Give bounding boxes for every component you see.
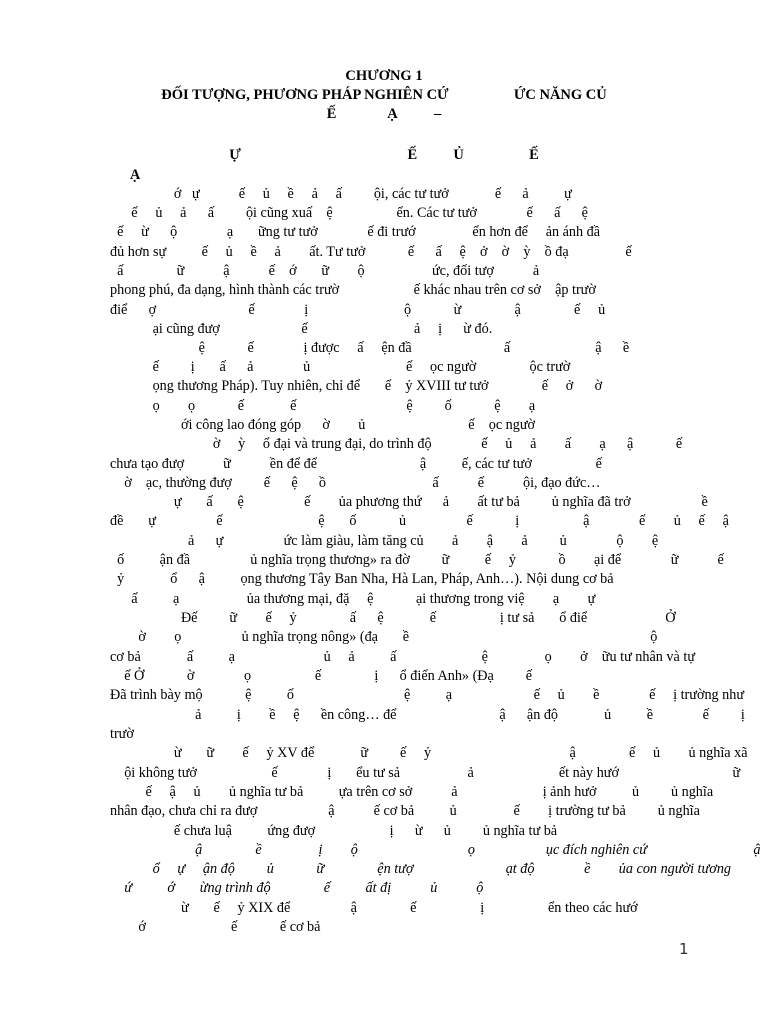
section-title: Ự Ế Ủ Ế bbox=[229, 147, 539, 163]
body-line-4: đủ hơn sự ế ủ ề ả ất. Tư tưở ế ấ ệ ở ờ ỳ ồ đạ ế bbox=[110, 244, 632, 260]
body-line-37: ứ ớ ừng trình độ ế ất đị ủ ộ bbox=[110, 880, 484, 896]
body-line-36: ổ ự ận độ ủ ữ ện tượ ạt độ ề ủa con người tương bbox=[110, 861, 732, 877]
chapter-title-line-2: Ế Ạ – bbox=[326, 106, 442, 122]
body-line-13: ới công lao đóng góp ờ ủ ế ọc ngườ bbox=[110, 417, 536, 433]
body-line-5: ấ ữ ậ ế ớ ữ ộ ức, đối tượ ả bbox=[110, 263, 540, 279]
chapter-title-line-1: ĐỐI TƯỢNG, PHƯƠNG PHÁP NGHIÊN CỨ ỨC NĂNG CỦ bbox=[161, 87, 607, 103]
body-line-23: Đế ữ ế ỷ ấ ệ ế ị tư sả ổ điể Ở bbox=[110, 610, 676, 626]
body-line-21: ỷ ổ ậ ọng thương Tây Ban Nha, Hà Lan, Pháp, Anh…). Nội dung cơ bả bbox=[110, 571, 614, 587]
chapter-number: CHƯƠNG 1 bbox=[345, 68, 423, 84]
body-line-26: ế Ở ờ ọ ế ị ổ điển Anh» (Đạ ế bbox=[110, 668, 533, 684]
body-line-11: ọng thương Pháp). Tuy nhiên, chỉ để ế ỷ XVIII tư tưở ế ở ờ bbox=[110, 378, 603, 394]
body-line-17: ự ấ ệ ế ủa phương thứ ả ất tư bả ủ nghĩa đã trở ề bbox=[110, 494, 708, 510]
body-line-31: ội không tưở ế ị ểu tư sả ả ết này hướ ữ bbox=[110, 765, 741, 781]
body-line-3: ế ừ ộ ạ ững tư tưở ế đi trướ ển hơn để ản ánh đầ bbox=[110, 224, 601, 240]
body-line-35: ậ ề ị ộ ọ ục đích nghiên cứ ậ bbox=[110, 842, 761, 858]
body-line-1: ớ ự ế ủ ề ả ấ ội, các tư tưở ế ả ự bbox=[110, 186, 572, 202]
body-line-33: nhân đạo, chưa chỉ ra đượ ậ ế cơ bả ủ ế ị trường tư bả ủ nghĩa bbox=[110, 803, 700, 819]
body-line-38: ừ ế ỷ XIX để ậ ế ị ển theo các hướ bbox=[110, 900, 638, 916]
body-line-30: ừ ữ ế ỷ XV để ữ ế ỷ ậ ế ủ ủ nghĩa xã bbox=[110, 745, 748, 761]
body-line-27: Đã trình bày mộ ệ ố ệ ạ ế ủ ề ế ị trường như bbox=[110, 687, 745, 703]
body-line-25: cơ bả ấ ạ ủ ả ấ ệ ọ ở ữu tư nhân và tự bbox=[110, 649, 696, 665]
body-line-14: ờ ỳ ổ đại và trung đại, do trình độ ế ủ ả ấ ạ ậ ế bbox=[110, 436, 683, 452]
body-line-7: điể ợ ế ị ộ ừ ậ ế ủ bbox=[110, 302, 606, 318]
section-title-cont: Ạ bbox=[130, 167, 141, 183]
body-line-19: ả ự ức làm giàu, làm tăng củ ả ậ ả ủ ộ ệ bbox=[110, 533, 659, 549]
body-line-20: ố ận đầ ủ nghĩa trọng thương» ra đờ ữ ế ỷ ồ ại để ữ ế bbox=[110, 552, 724, 568]
page-number: 1 bbox=[679, 940, 689, 958]
body-line-39: ớ ế ế cơ bả bbox=[110, 919, 321, 935]
body-line-24: ờ ọ ủ nghĩa trọng nông» (đạ ề ộ bbox=[110, 629, 658, 645]
body-line-18: đề ự ế ệ ố ủ ế ị ậ ế ủ ế ậ bbox=[110, 513, 729, 529]
body-line-6: phong phú, đa dạng, hình thành các trườ ế khác nhau trên cơ sở ập trườ bbox=[110, 282, 596, 298]
body-line-16: ờ ạc, thường đượ ế ệ ồ ấ ế ội, đạo đức… bbox=[110, 475, 601, 491]
body-line-32: ế ậ ủ ủ nghĩa tư bả ựa trên cơ sở ả ị ảnh hưở ủ ủ nghĩa bbox=[110, 784, 714, 800]
body-line-28: ả ị ề ệ ền công… để ậ ận độ ủ ề ế ị bbox=[110, 707, 745, 723]
body-line-10: ế ị ấ ả ủ ế ọc ngườ ộc trườ bbox=[110, 359, 571, 375]
body-line-12: ọ ọ ế ế ệ ố ệ ạ bbox=[110, 398, 536, 414]
body-line-22: ấ ạ ủa thương mại, đặ ệ ại thương trong việ ạ ự bbox=[110, 591, 596, 607]
body-line-34: ế chưa luậ ứng đượ ị ừ ủ ủ nghĩa tư bả bbox=[110, 823, 558, 839]
body-line-9: ệ ế ị được ấ ện đầ ấ ậ ề bbox=[110, 340, 630, 356]
body-line-8: ại cũng đượ ế ả ị ừ đó. bbox=[110, 321, 493, 337]
body-line-2: ế ủ ả ấ ội cũng xuấ ệ ển. Các tư tưở ế ấ ệ bbox=[110, 205, 588, 221]
body-line-29: trườ bbox=[110, 726, 134, 742]
body-line-15: chưa tạo đượ ữ ền để để ậ ế, các tư tưở ế bbox=[110, 456, 602, 472]
